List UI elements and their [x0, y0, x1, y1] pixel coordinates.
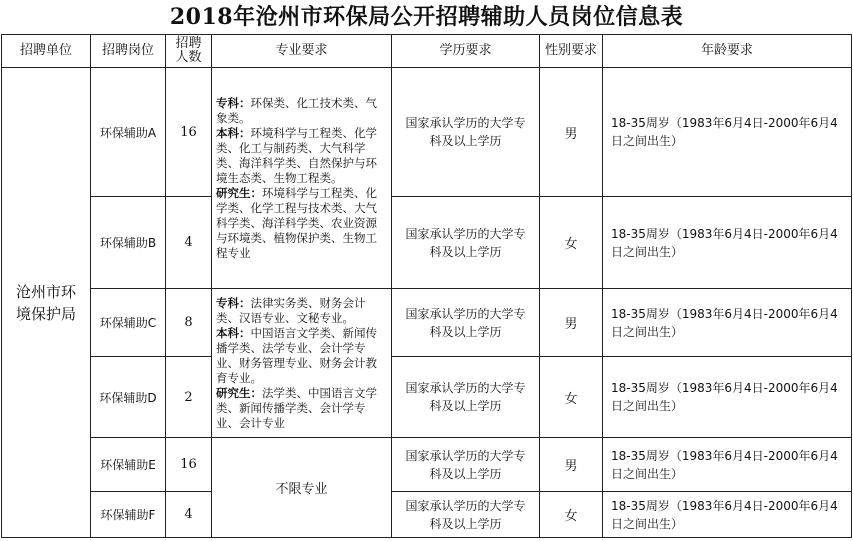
- header-major: 专业要求: [212, 35, 392, 68]
- education-cell: 国家承认学历的大学专科及以上学历: [392, 357, 540, 438]
- table-row: [2, 289, 852, 357]
- unit-name: 沧州市环境保护局: [15, 282, 76, 323]
- position-cell: 环保辅助A: [91, 68, 166, 197]
- age-cell: 18-35周岁（1983年6月4日-2000年6月4日之间出生）: [603, 197, 852, 289]
- major-text: 环境科学与工程类、化学类、化学工程与技术类、大气科学类、海洋科学类、农业资源与环境类、植物保护类、生物工程专业: [216, 185, 377, 260]
- header-unit: 招聘单位: [2, 35, 91, 68]
- education-cell: 国家承认学历的大学专科及以上学历: [392, 492, 540, 538]
- major-cell-env: [212, 68, 392, 289]
- age-cell: 18-35周岁（1983年6月4日-2000年6月4日之间出生）: [603, 68, 852, 197]
- gender-cell: 女: [540, 197, 603, 289]
- page-title: 2018年沧州市环保局公开招聘辅助人员岗位信息表: [169, 4, 684, 30]
- major-label: 本科：: [216, 325, 251, 340]
- major-cell-none: 不限专业: [212, 438, 392, 538]
- header-age: 年龄要求: [603, 35, 852, 68]
- gender-cell: 男: [540, 289, 603, 357]
- age-cell: 18-35周岁（1983年6月4日-2000年6月4日之间出生）: [603, 492, 852, 538]
- age-cell: 18-35周岁（1983年6月4日-2000年6月4日之间出生）: [603, 438, 852, 492]
- major-label: 专科：: [216, 95, 251, 110]
- education-cell: 国家承认学历的大学专科及以上学历: [392, 68, 540, 197]
- header-position: 招聘岗位: [91, 35, 166, 68]
- gender-cell: 男: [540, 438, 603, 492]
- major-text: 中国语言文学类、新闻传播学类、法学专业、会计学专业、财务管理专业、财务会计教育专业。: [216, 325, 377, 385]
- major-line-yanjiusheng: [216, 386, 386, 431]
- unit-cell: [2, 68, 91, 538]
- position-cell: 环保辅助C: [91, 289, 166, 357]
- major-label: 专科：: [216, 295, 251, 310]
- gender-cell: 女: [540, 492, 603, 538]
- major-line-yanjiusheng: [216, 186, 386, 261]
- age-cell: 18-35周岁（1983年6月4日-2000年6月4日之间出生）: [603, 289, 852, 357]
- position-cell: 环保辅助F: [91, 492, 166, 538]
- count-cell: 16: [166, 68, 212, 197]
- position-cell: 环保辅助D: [91, 357, 166, 438]
- education-cell: 国家承认学历的大学专科及以上学历: [392, 289, 540, 357]
- position-cell: 环保辅助B: [91, 197, 166, 289]
- table-row: [2, 438, 852, 492]
- education-cell: 国家承认学历的大学专科及以上学历: [392, 438, 540, 492]
- table-row: [2, 68, 852, 197]
- table-row: [2, 492, 852, 538]
- major-label: 本科：: [216, 125, 251, 140]
- major-text: 环保类、化工技术类、气象类。: [216, 95, 377, 125]
- major-line-zhuanke: [216, 296, 386, 326]
- major-cell-law: [212, 289, 392, 438]
- major-text: 法律实务类、财务会计类、汉语专业、文秘专业。: [216, 295, 366, 325]
- age-cell: 18-35周岁（1983年6月4日-2000年6月4日之间出生）: [603, 357, 852, 438]
- count-cell: 4: [166, 492, 212, 538]
- header-education: 学历要求: [392, 35, 540, 68]
- major-line-benke: [216, 126, 386, 186]
- major-label: 研究生：: [216, 385, 262, 400]
- major-line-benke: [216, 326, 386, 386]
- major-line-zhuanke: [216, 96, 386, 126]
- header-row: [2, 35, 852, 68]
- major-text: 环境科学与工程类、化学类、化工与制药类、大气科学类、海洋科学类、自然保护与环境生态类、生物工程类。: [216, 125, 377, 185]
- header-count: 招聘人数: [166, 35, 212, 68]
- gender-cell: 女: [540, 357, 603, 438]
- header-gender: 性别要求: [540, 35, 603, 68]
- recruitment-table: [1, 34, 852, 538]
- count-cell: 8: [166, 289, 212, 357]
- major-text: 法学类、中国语言文学类、新闻传播学类、会计学专业、会计专业: [216, 385, 377, 430]
- gender-cell: 男: [540, 68, 603, 197]
- education-cell: 国家承认学历的大学专科及以上学历: [392, 197, 540, 289]
- position-cell: 环保辅助E: [91, 438, 166, 492]
- table-row: [2, 197, 852, 289]
- count-cell: 16: [166, 438, 212, 492]
- table-row: [2, 357, 852, 438]
- major-label: 研究生：: [216, 185, 262, 200]
- count-cell: 2: [166, 357, 212, 438]
- count-cell: 4: [166, 197, 212, 289]
